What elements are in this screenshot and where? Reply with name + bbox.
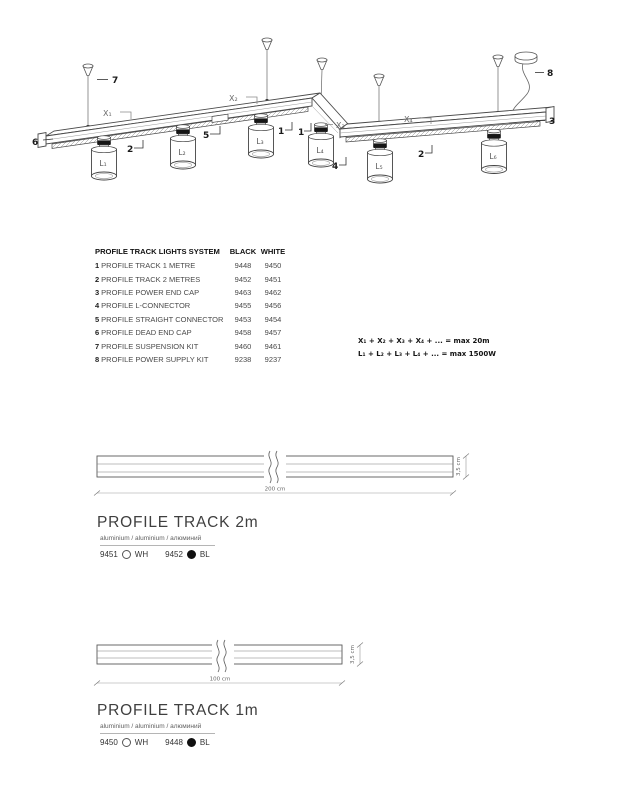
power-formula: L₁ + L₂ + L₃ + L₄ + ... = max 1500W bbox=[358, 349, 496, 358]
finish-label: WH bbox=[134, 738, 149, 747]
table-row bbox=[95, 339, 295, 352]
finish-label: BL bbox=[199, 550, 210, 559]
material-line-2m: aluminium / aluminium / алюминий bbox=[100, 535, 215, 546]
light-label-l2: L₂ bbox=[178, 148, 186, 157]
product-table bbox=[95, 244, 295, 366]
spotlight-l2 bbox=[170, 125, 195, 169]
black-swatch-icon bbox=[187, 738, 196, 747]
callout-6: 6 bbox=[32, 138, 39, 148]
suspension-cone bbox=[317, 58, 327, 70]
light-label-l3: L₃ bbox=[256, 137, 264, 146]
segment-label-x2: X₂ bbox=[229, 94, 238, 103]
system-diagram bbox=[0, 0, 622, 235]
section-title-1m: PROFILE TRACK 1m bbox=[97, 702, 259, 719]
row-num: 5 bbox=[95, 314, 100, 324]
callout-2: 2 bbox=[418, 150, 425, 160]
track-2m-drawing bbox=[0, 440, 622, 510]
row-num: 8 bbox=[95, 354, 100, 364]
callout-7: 7 bbox=[112, 76, 119, 86]
row-black-code: 9448 bbox=[234, 261, 252, 271]
row-num: 6 bbox=[95, 328, 100, 338]
section-title-2m: PROFILE TRACK 2m bbox=[97, 514, 259, 531]
suspension-cone bbox=[374, 74, 384, 86]
white-swatch-icon bbox=[122, 550, 131, 559]
break-mask bbox=[212, 642, 234, 667]
spotlight-l5 bbox=[367, 139, 392, 183]
row-name: PROFILE SUSPENSION KIT bbox=[101, 341, 199, 351]
suspension-cone bbox=[83, 64, 93, 76]
code-number: 9450 bbox=[100, 738, 118, 747]
row-black-code: 9453 bbox=[234, 314, 252, 324]
track-1m-drawing bbox=[0, 635, 622, 705]
table-row bbox=[95, 326, 295, 339]
column-header-white: WHITE bbox=[260, 247, 286, 256]
row-name: PROFILE L-CONNECTOR bbox=[101, 301, 191, 311]
callout-3: 3 bbox=[549, 117, 556, 127]
row-white-code: 9461 bbox=[264, 341, 282, 351]
finish-label: BL bbox=[199, 738, 210, 747]
break-mask bbox=[264, 453, 286, 480]
light-label-l5: L₅ bbox=[375, 162, 383, 171]
row-name: PROFILE POWER SUPPLY KIT bbox=[101, 354, 209, 364]
code-pair bbox=[100, 550, 148, 559]
codes-1m bbox=[100, 738, 222, 747]
power-supply-kit bbox=[512, 52, 537, 115]
height-dim-label: 3,5 cm bbox=[350, 645, 356, 664]
code-number: 9451 bbox=[100, 550, 118, 559]
length-dim-label: 100 cm bbox=[209, 676, 231, 683]
table-title: PROFILE TRACK LIGHTS SYSTEM bbox=[95, 247, 220, 256]
table-row bbox=[95, 259, 295, 272]
length-formula: X₁ + X₂ + X₃ + X₄ + ... = max 20m bbox=[358, 337, 490, 345]
light-label-l4: L₄ bbox=[316, 146, 324, 155]
table-row bbox=[95, 353, 295, 366]
table-row bbox=[95, 299, 295, 312]
height-dimension bbox=[357, 643, 363, 667]
height-dim-label: 3,5 cm bbox=[456, 457, 462, 476]
segment-label-x1: X₁ bbox=[103, 109, 112, 118]
row-black-code: 9452 bbox=[234, 274, 252, 284]
suspension-cone bbox=[493, 55, 503, 67]
callout-1: 1 bbox=[278, 127, 285, 137]
system-limits-notes bbox=[358, 337, 496, 362]
row-num: 1 bbox=[95, 261, 100, 271]
callout-8: 8 bbox=[547, 69, 554, 79]
spotlight-l4 bbox=[308, 123, 333, 167]
row-name: PROFILE TRACK 2 METRES bbox=[101, 274, 201, 284]
black-swatch-icon bbox=[187, 550, 196, 559]
table-header-row bbox=[95, 244, 295, 259]
callout-1: 1 bbox=[298, 128, 305, 138]
row-black-code: 9238 bbox=[234, 354, 252, 364]
callout-5: 5 bbox=[203, 131, 210, 141]
code-pair bbox=[100, 738, 148, 747]
codes-2m bbox=[100, 550, 222, 559]
segment-label-x4: X₄ bbox=[404, 115, 413, 124]
table-row bbox=[95, 272, 295, 285]
row-num: 2 bbox=[95, 274, 100, 284]
spotlight-l3 bbox=[248, 114, 273, 158]
row-black-code: 9458 bbox=[234, 328, 252, 338]
row-white-code: 9451 bbox=[264, 274, 282, 284]
length-dim-label: 200 cm bbox=[264, 486, 286, 493]
row-num: 7 bbox=[95, 341, 100, 351]
row-black-code: 9460 bbox=[234, 341, 252, 351]
code-pair bbox=[165, 738, 210, 747]
callout-4: 4 bbox=[332, 162, 339, 172]
row-white-code: 9237 bbox=[264, 354, 282, 364]
row-white-code: 9456 bbox=[264, 301, 282, 311]
segment-label-x3: X₃ bbox=[336, 121, 345, 130]
finish-label: WH bbox=[134, 550, 149, 559]
row-white-code: 9454 bbox=[264, 314, 282, 324]
row-white-code: 9450 bbox=[264, 261, 282, 271]
code-number: 9452 bbox=[165, 550, 183, 559]
code-pair bbox=[165, 550, 210, 559]
light-label-l6: L₆ bbox=[489, 152, 497, 161]
white-swatch-icon bbox=[122, 738, 131, 747]
height-dimension bbox=[463, 454, 469, 480]
row-num: 4 bbox=[95, 301, 100, 311]
row-black-code: 9463 bbox=[234, 287, 252, 297]
row-name: PROFILE STRAIGHT CONNECTOR bbox=[101, 314, 224, 324]
material-line-1m: aluminium / aluminium / алюминий bbox=[100, 723, 215, 734]
code-number: 9448 bbox=[165, 738, 183, 747]
row-name: PROFILE TRACK 1 METRE bbox=[101, 261, 196, 271]
table-row bbox=[95, 313, 295, 326]
column-header-black: BLACK bbox=[229, 247, 257, 256]
row-white-code: 9457 bbox=[264, 328, 282, 338]
suspension-cone bbox=[262, 38, 272, 50]
callout-2: 2 bbox=[127, 145, 134, 155]
row-num: 3 bbox=[95, 287, 100, 297]
row-name: PROFILE POWER END CAP bbox=[101, 287, 200, 297]
row-name: PROFILE DEAD END CAP bbox=[101, 328, 192, 338]
row-black-code: 9455 bbox=[234, 301, 252, 311]
table-row bbox=[95, 286, 295, 299]
row-white-code: 9462 bbox=[264, 287, 282, 297]
light-label-l1: L₁ bbox=[99, 159, 107, 168]
